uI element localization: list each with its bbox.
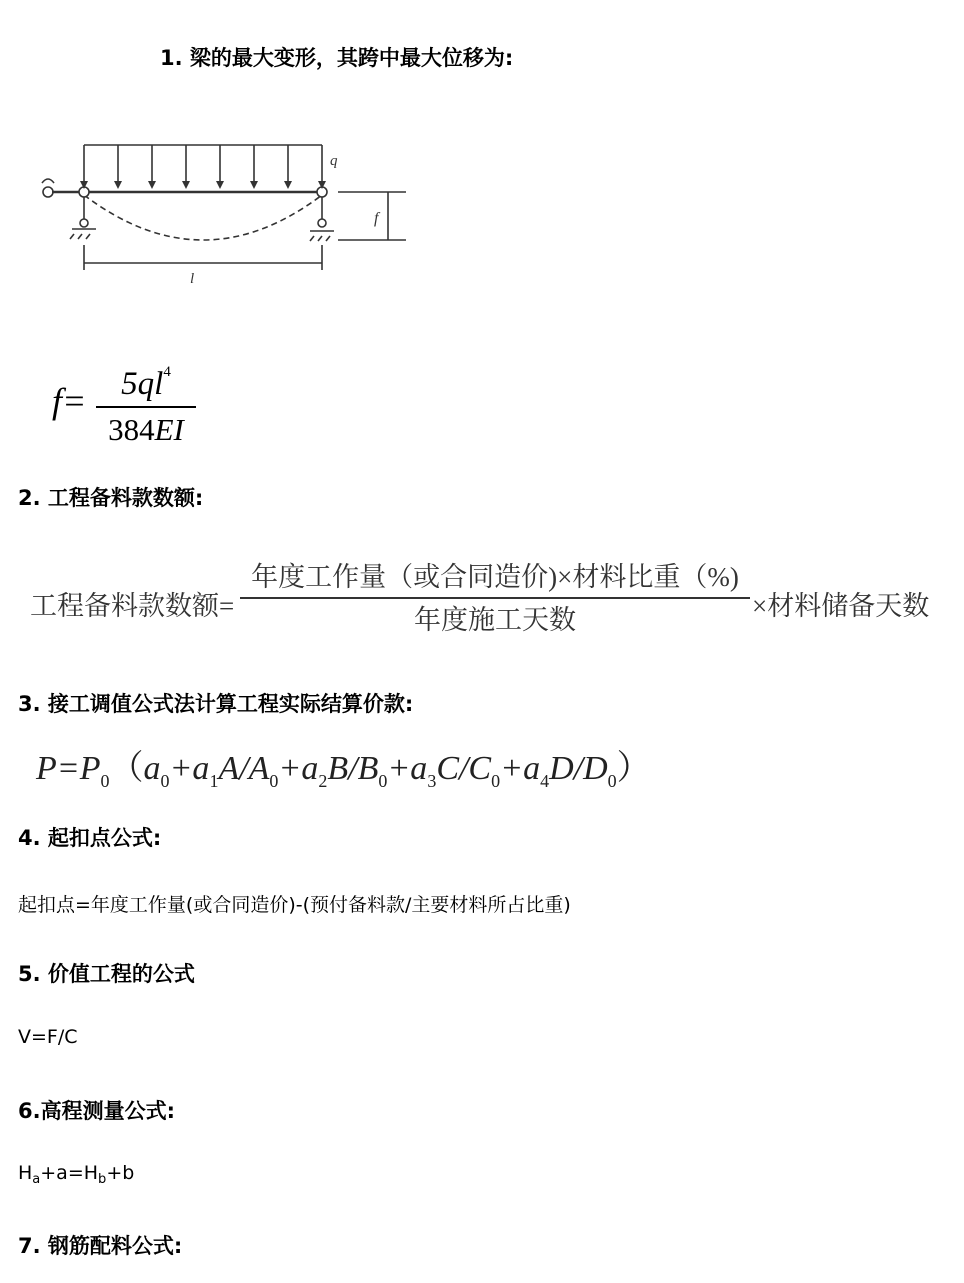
- deflection-formula: [52, 352, 222, 447]
- formula2-lhs: 工程备料款数额=: [30, 591, 235, 621]
- formula2-numerator: 年度工作量（或合同造价)×材料比重（%): [251, 562, 739, 592]
- span-label: l: [190, 271, 195, 287]
- section-7-title: 7. 钢筋配料公式:: [18, 1234, 183, 1258]
- formula1-exponent: 4: [163, 364, 171, 380]
- term-sub: 4: [540, 770, 550, 791]
- section-3-title: 3. 接工调值公式法计算工程实际结算价款:: [18, 692, 414, 716]
- term-body: D/D: [549, 750, 608, 787]
- term-body: A/A: [218, 750, 270, 787]
- term-body: C/C: [436, 750, 492, 787]
- term-sub: 2: [318, 770, 328, 791]
- section-4-title: 4. 起扣点公式:: [18, 826, 162, 850]
- formula1-den-number: 384: [108, 412, 155, 447]
- material-advance-formula: [30, 560, 940, 640]
- formula1-lhs: f=: [52, 381, 87, 421]
- section-6-title: 6.高程测量公式:: [18, 1099, 175, 1123]
- formula3-close: ）: [616, 750, 651, 787]
- value-engineering-formula: V=F/C: [18, 1026, 78, 1048]
- formula2-rhs: ×材料储备天数: [752, 591, 930, 621]
- formula3-open: （: [109, 750, 144, 787]
- section-2-title: 2. 工程备料款数额:: [18, 486, 204, 510]
- term-a: +a: [500, 750, 541, 787]
- term-a: +a: [387, 750, 428, 787]
- formula3-lhs: P=P: [36, 750, 101, 787]
- simply-supported-beam-diagram: [38, 135, 418, 295]
- elevation-formula: $H_a+a=H_b+b$: [18, 1162, 135, 1187]
- formula3-lhs-sub: 0: [100, 770, 110, 791]
- term-a: a: [143, 750, 161, 787]
- formula1-den-var: EI: [154, 412, 184, 447]
- formula1-numerator: 5ql: [121, 366, 164, 402]
- term-sub: 0: [160, 770, 170, 791]
- section-5-title: 5. 价值工程的公式: [18, 962, 195, 986]
- deflection-label: f: [374, 210, 379, 227]
- term-sub: 3: [427, 770, 437, 791]
- fraction-bar: [96, 406, 196, 408]
- section-1-title: 1. 梁的最大变形，其跨中最大位移为:: [160, 46, 514, 70]
- term-sub: 1: [209, 770, 219, 791]
- price-adjustment-formula: $P=P_0(a_0+a_1A/A_0+a_2B/B_0+a_3C/C_0+a_4D/D_0)$: [36, 750, 651, 791]
- formula2-denominator: 年度施工天数: [414, 605, 576, 635]
- term-a: +a: [169, 750, 210, 787]
- fraction-bar: [240, 597, 750, 599]
- load-label: q: [330, 153, 338, 169]
- deduction-start-formula: 起扣点=年度工作量(或合同造价)-(预付备料款/主要材料所占比重): [18, 894, 571, 916]
- term-body: B/B: [327, 750, 379, 787]
- term-a: +a: [278, 750, 319, 787]
